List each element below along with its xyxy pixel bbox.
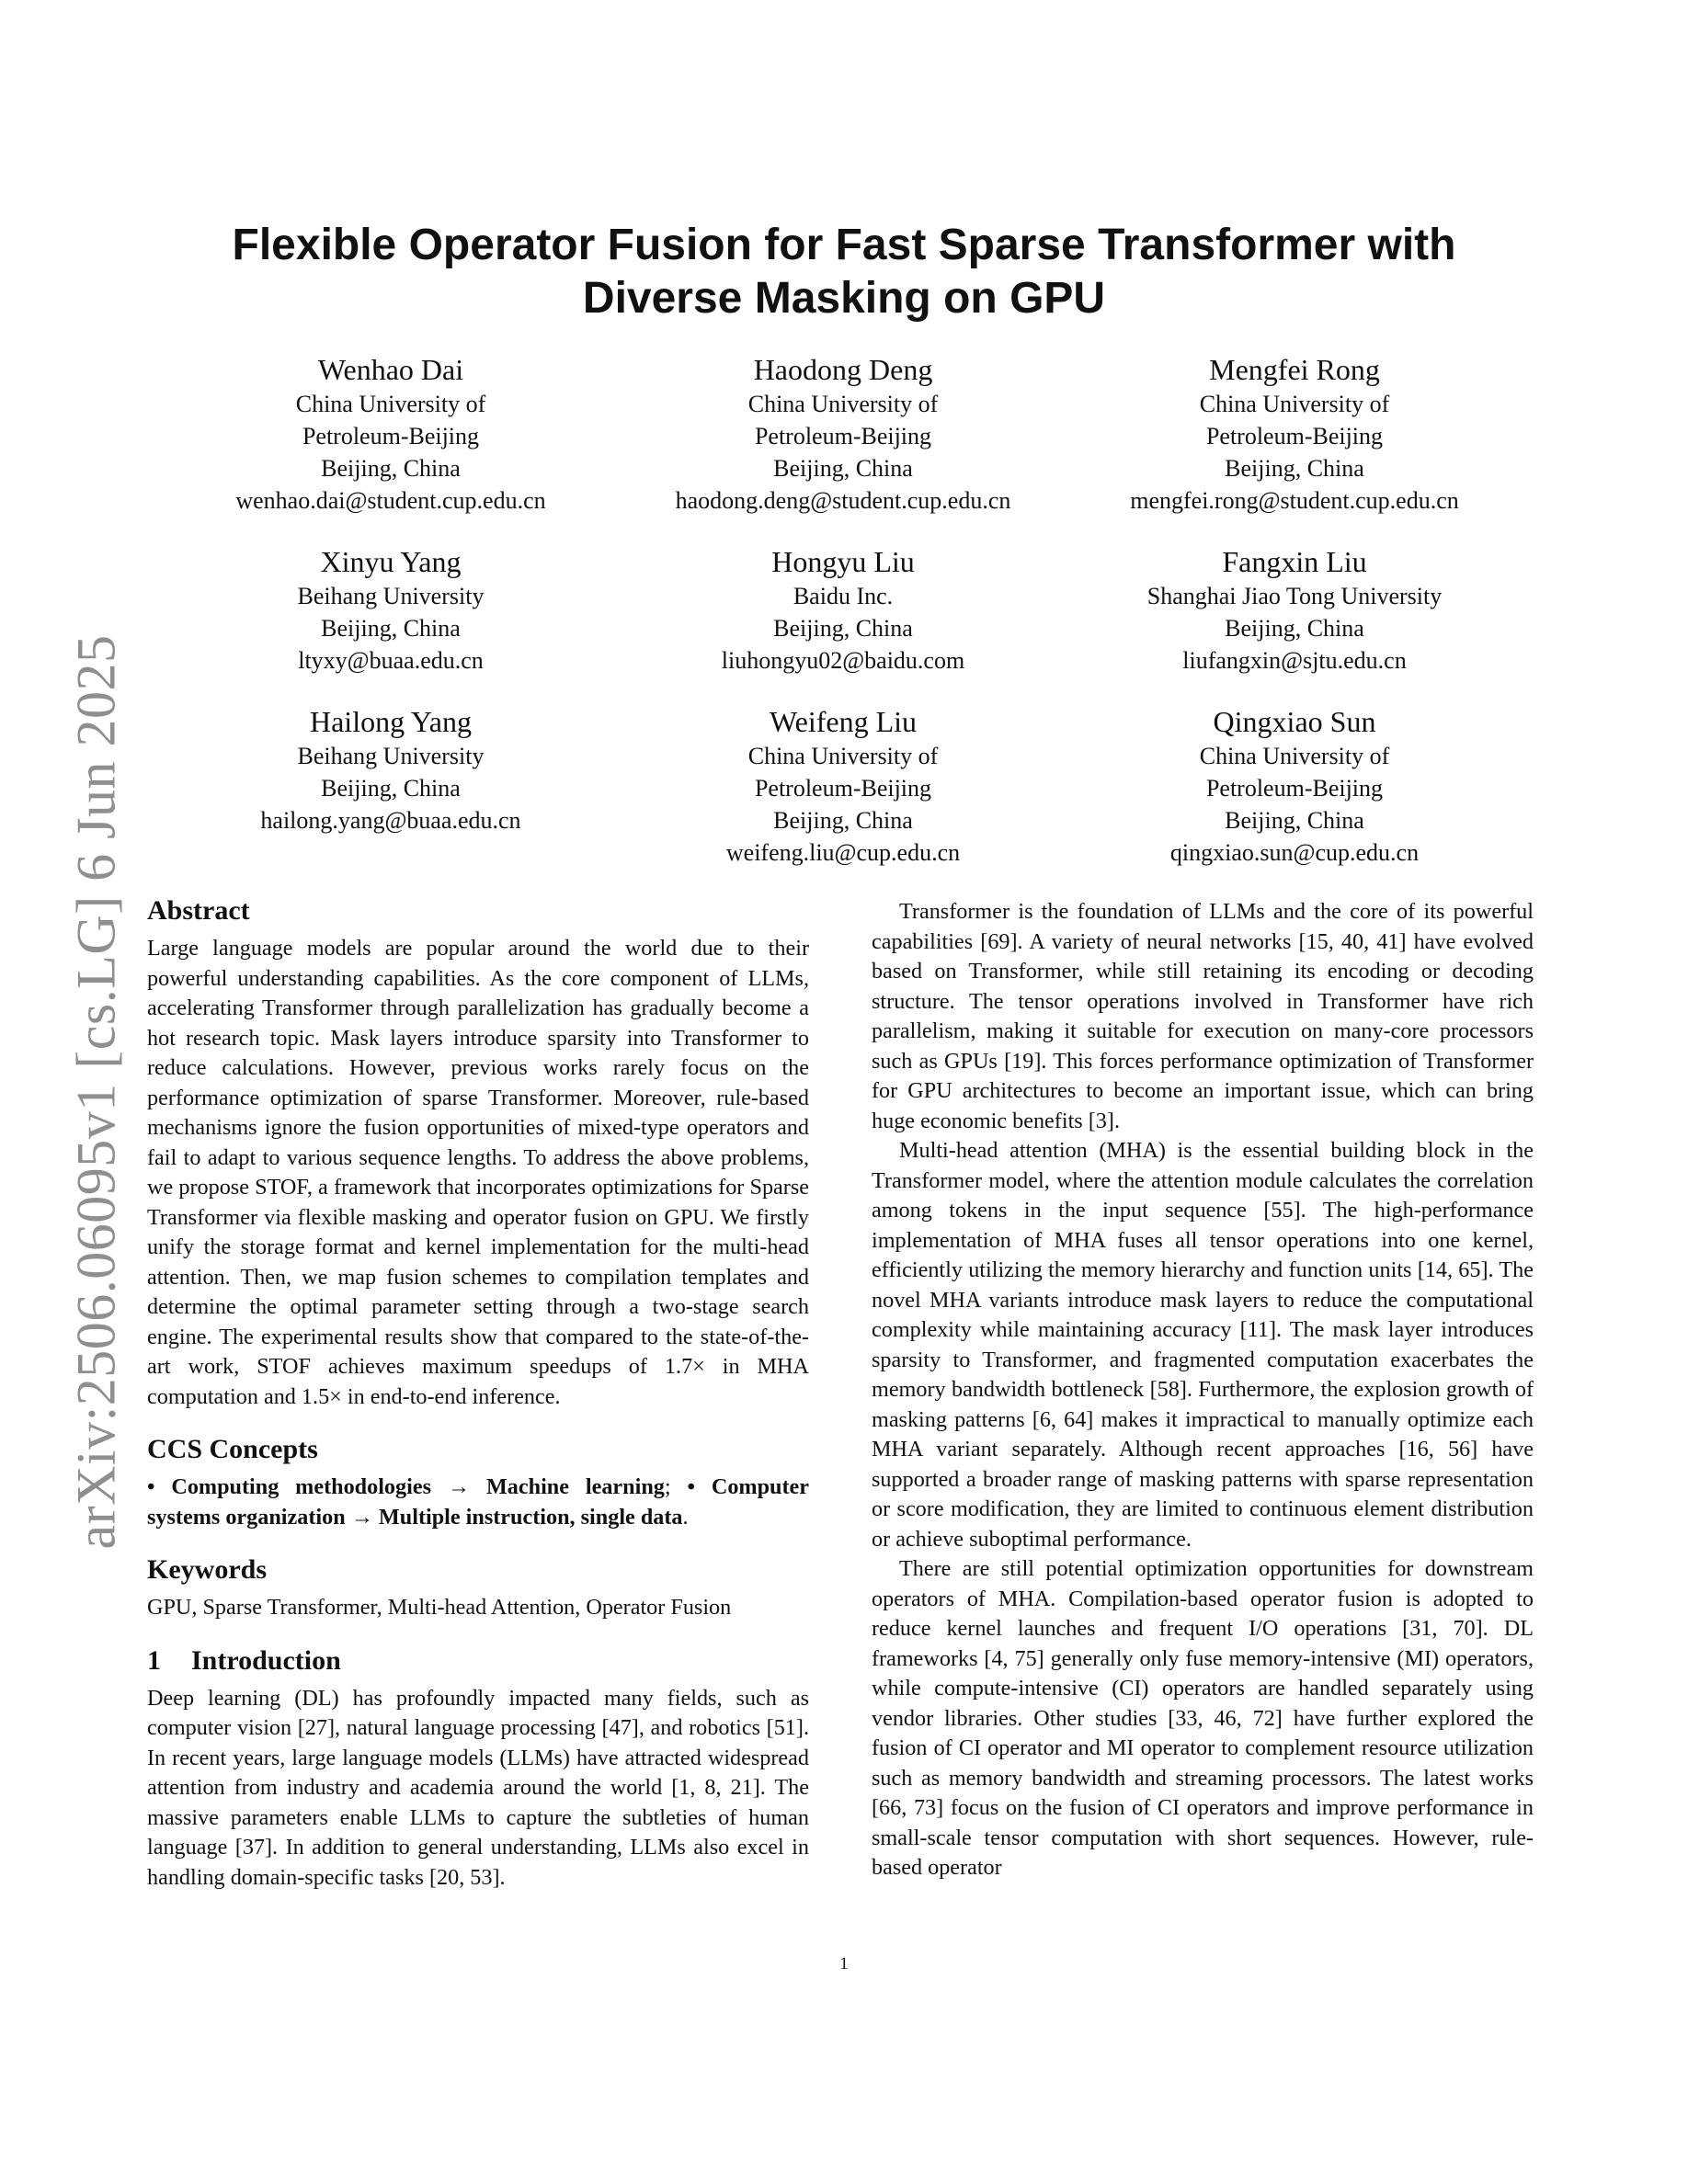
arxiv-identifier: arXiv:2506.06095v1 [cs.LG] 6 Jun 2025	[65, 634, 127, 1550]
author-email: haodong.deng@student.cup.edu.cn	[675, 487, 1011, 514]
intro-paragraph-2: Transformer is the foundation of LLMs and the core of its powerful capabilities [69]. A variety of neural networks [15, 40, 41] have evolved based on Transformer, while still retaining its encoding or decoding structure. The tensor operations involved in Transformer have rich parallelism, making it suitable for execution on many-core processors such as GPUs [19]. This forces performance optimization of Transformer for GPU architectures to become an important issue, which can bring huge economic benefits [3].	[872, 899, 1534, 1133]
author-location: Beijing, China	[321, 455, 461, 482]
ccs-item-2: • Computer systems organization → Multiple instruction, single data	[147, 1474, 809, 1530]
author-email: ltyxy@buaa.edu.cn	[298, 647, 484, 674]
keywords-text: GPU, Sparse Transformer, Multi-head Attention, Operator Fusion	[147, 1595, 732, 1620]
author-9	[1083, 703, 1506, 869]
author-affiliation: China University of	[1199, 391, 1390, 417]
author-affiliation-line-2: Petroleum-Beijing	[1205, 775, 1384, 802]
author-affiliation: China University of	[295, 391, 486, 417]
author-location: Beijing, China	[773, 807, 913, 834]
author-location: Beijing, China	[773, 615, 913, 642]
author-email: wenhao.dai@student.cup.edu.cn	[235, 487, 546, 514]
author-email: qingxiao.sun@cup.edu.cn	[1169, 839, 1420, 866]
author-affiliation: Shanghai Jiao Tong University	[1146, 583, 1443, 609]
author-name: Mengfei Rong	[1209, 353, 1380, 386]
ccs-item-1: • Computing methodologies → Machine learning	[147, 1474, 665, 1499]
author-name: Fangxin Liu	[1222, 545, 1367, 578]
author-name: Hailong Yang	[309, 705, 472, 738]
author-location: Beijing, China	[1225, 615, 1364, 642]
author-affiliation-line-2: Petroleum-Beijing	[754, 775, 932, 802]
ccs-concepts	[147, 1473, 809, 1532]
author-2	[632, 351, 1055, 517]
section-number: 1	[147, 1644, 161, 1676]
author-affiliation-line-2: Petroleum-Beijing	[754, 423, 932, 449]
author-affiliation: China University of	[747, 391, 939, 417]
author-email: liuhongyu02@baidu.com	[721, 647, 965, 674]
abstract-heading: Abstract	[147, 895, 250, 926]
author-7	[179, 703, 602, 836]
author-affiliation: Beihang University	[297, 743, 485, 769]
author-name: Wenhao Dai	[317, 353, 464, 386]
author-location: Beijing, China	[321, 775, 461, 802]
section-title: Introduction	[191, 1644, 341, 1676]
author-affiliation: China University of	[747, 743, 939, 769]
author-1	[179, 351, 602, 517]
author-5	[632, 543, 1055, 677]
author-3	[1083, 351, 1506, 517]
author-location: Beijing, China	[321, 615, 461, 642]
author-affiliation-line-2: Petroleum-Beijing	[302, 423, 480, 449]
author-affiliation: Baidu Inc.	[793, 583, 894, 609]
intro-paragraph-3: Multi-head attention (MHA) is the essential building block in the Transformer model, where the attention module calculates the correlation among tokens in the input sequence [55]. The high-performance implementation of MHA fuses all tensor operations into one kernel, efficiently utilizing the memory hierarchy and function units [14, 65]. The novel MHA variants introduce mask layers to reduce the computational complexity while maintaining accuracy [11]. The mask layer introduces sparsity to Transformer, and fragmented computation exacerbates the memory bandwidth bottleneck [58]. Furthermore, the explosion growth of masking patterns [6, 64] makes it impractical to manually optimize each MHA variant separately. Although recent approaches [16, 56] have supported a broader range of masking patterns with sparse representation or score modification, they are limited to continuous element distribution or achieve suboptimal performance.	[872, 1138, 1534, 1552]
page-number: 1	[839, 1954, 849, 1974]
author-4	[179, 543, 602, 677]
author-name: Haodong Deng	[753, 353, 933, 386]
author-email: mengfei.rong@student.cup.edu.cn	[1130, 487, 1459, 514]
author-email: liufangxin@sjtu.edu.cn	[1182, 647, 1407, 674]
left-column	[147, 893, 809, 1893]
author-name: Xinyu Yang	[320, 545, 462, 578]
author-affiliation-line-2: Petroleum-Beijing	[1205, 423, 1384, 449]
intro-paragraph-1: Deep learning (DL) has profoundly impacted many fields, such as computer vision [27], natural language processing [47], and robotics [51]. In recent years, large language models (LLMs) have attracted widespread attention from industry and academia around the world [1, 8, 21]. The massive parameters enable LLMs to capture the subtleties of human language [37]. In addition to general understanding, LLMs also excel in handling domain-specific tasks [20, 53].	[147, 1685, 809, 1890]
author-location: Beijing, China	[773, 455, 913, 482]
author-6	[1083, 543, 1506, 677]
author-email: weifeng.liu@cup.edu.cn	[725, 839, 961, 866]
ccs-heading: CCS Concepts	[147, 1434, 318, 1464]
intro-paragraph-4: There are still potential optimization opportunities for downstream operators of MHA. Compilation-based operator fusion is adopted to reduce kernel launches and frequent I/O operations [31, 70]. DL frameworks [4, 75] generally only fuse memory-intensive (MI) operators, while compute-intensive (CI) operators are handled separately using vendor libraries. Other studies [33, 46, 72] have further explored the fusion of CI operator and MI operator to complement resource utilization such as memory bandwidth and streaming processors. The latest works [66, 73] focus on the fusion of CI operators and improve performance in small-scale tensor computation with short sequences. However, rule-based operator	[872, 1556, 1534, 1880]
author-email: hailong.yang@buaa.edu.cn	[260, 807, 521, 834]
keywords-heading: Keywords	[147, 1554, 267, 1585]
author-affiliation: China University of	[1199, 743, 1390, 769]
right-column	[872, 897, 1534, 1883]
ccs-end: .	[682, 1504, 689, 1530]
paper-title: Flexible Operator Fusion for Fast Sparse Transformer with Diverse Masking on GPU	[232, 221, 1456, 323]
introduction-heading	[147, 1644, 809, 1678]
author-location: Beijing, China	[1225, 455, 1364, 482]
abstract-text: Large language models are popular around the world due to their powerful understanding capabilities. As the core component of LLMs, accelerating Transformer through parallelization has gradually become a hot research topic. Mask layers introduce sparsity into Transformer to reduce calculations. However, previous works rarely focus on the performance optimization of sparse Transformer. Moreover, rule-based mechanisms ignore the fusion opportunities of mixed-type operators and fail to adapt to various sequence lengths. To address the above problems, we propose STOF, a framework that incorporates optimizations for Sparse Transformer via flexible masking and operator fusion on GPU. We firstly unify the storage format and kernel implementation for the multi-head attention. Then, we map fusion schemes to compilation templates and determine the optimal parameter setting through a two-stage search engine. The experimental results show that compared to the state-of-the-art work, STOF achieves maximum speedups of 1.7× in MHA computation and 1.5× in end-to-end inference.	[147, 936, 809, 1409]
author-name: Hongyu Liu	[771, 545, 915, 578]
author-8	[632, 703, 1055, 869]
author-affiliation: Beihang University	[297, 583, 485, 609]
author-name: Qingxiao Sun	[1213, 705, 1376, 738]
ccs-separator: ;	[664, 1474, 688, 1499]
author-location: Beijing, China	[1225, 807, 1364, 834]
author-name: Weifeng Liu	[769, 705, 918, 738]
